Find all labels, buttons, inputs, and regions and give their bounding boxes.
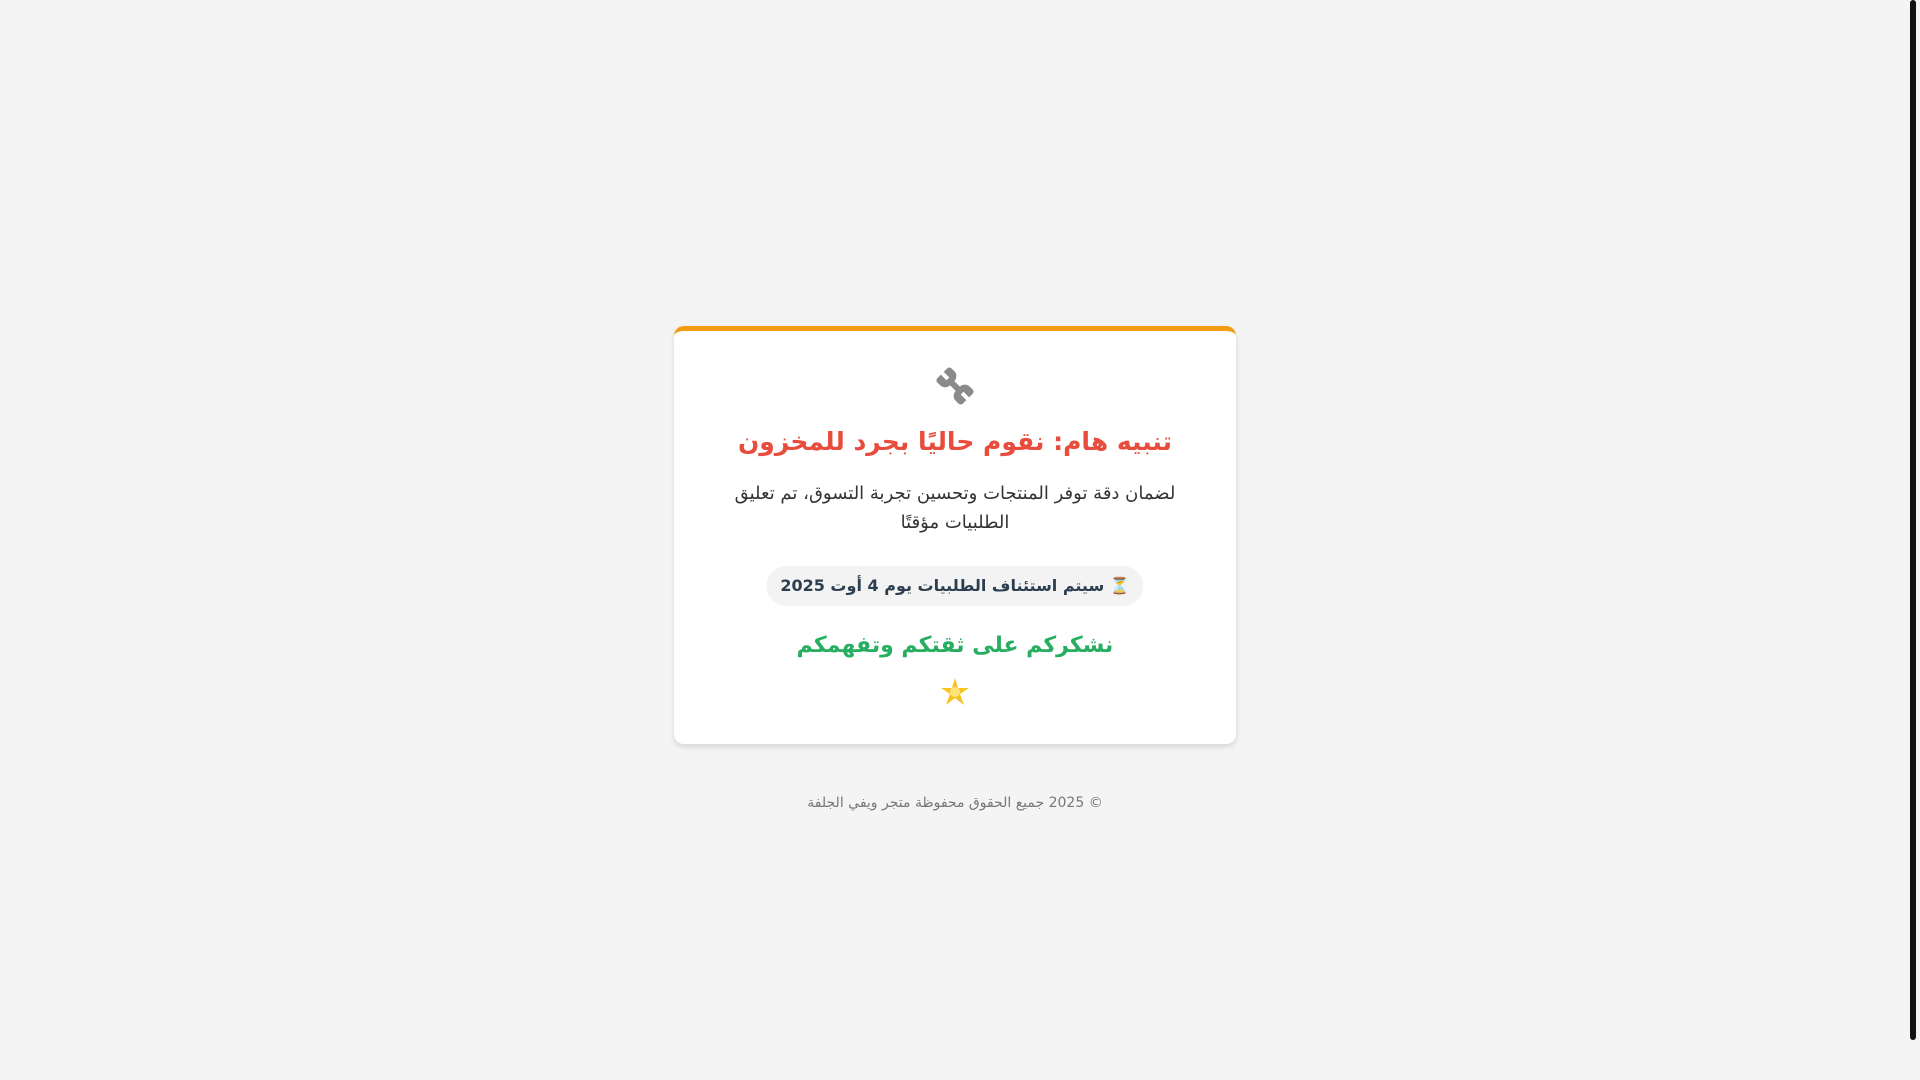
notice-title: تنبيه هام: نقوم حاليًا بجرد للمخزون: [737, 427, 1173, 456]
footer-copyright: © 2025 جميع الحقوق محفوظة متجر ويفي الجلفة: [807, 795, 1103, 811]
wrench-icon: [935, 366, 975, 406]
star-icon: [940, 677, 970, 707]
resume-date-badge: ⏳ سيتم استئناف الطلبيات يوم 4 أوت 2025: [766, 566, 1143, 606]
notice-description: لضمان دقة توفر المنتجات وتحسين تجربة التسوق، تم تعليق الطلبيات مؤقتًا: [734, 483, 1176, 533]
page-scrollbar[interactable]: [1910, 0, 1916, 1040]
maintenance-notice-card: [674, 326, 1236, 744]
thanks-message: نشكركم على ثقتكم وتفهمكم: [796, 633, 1114, 658]
